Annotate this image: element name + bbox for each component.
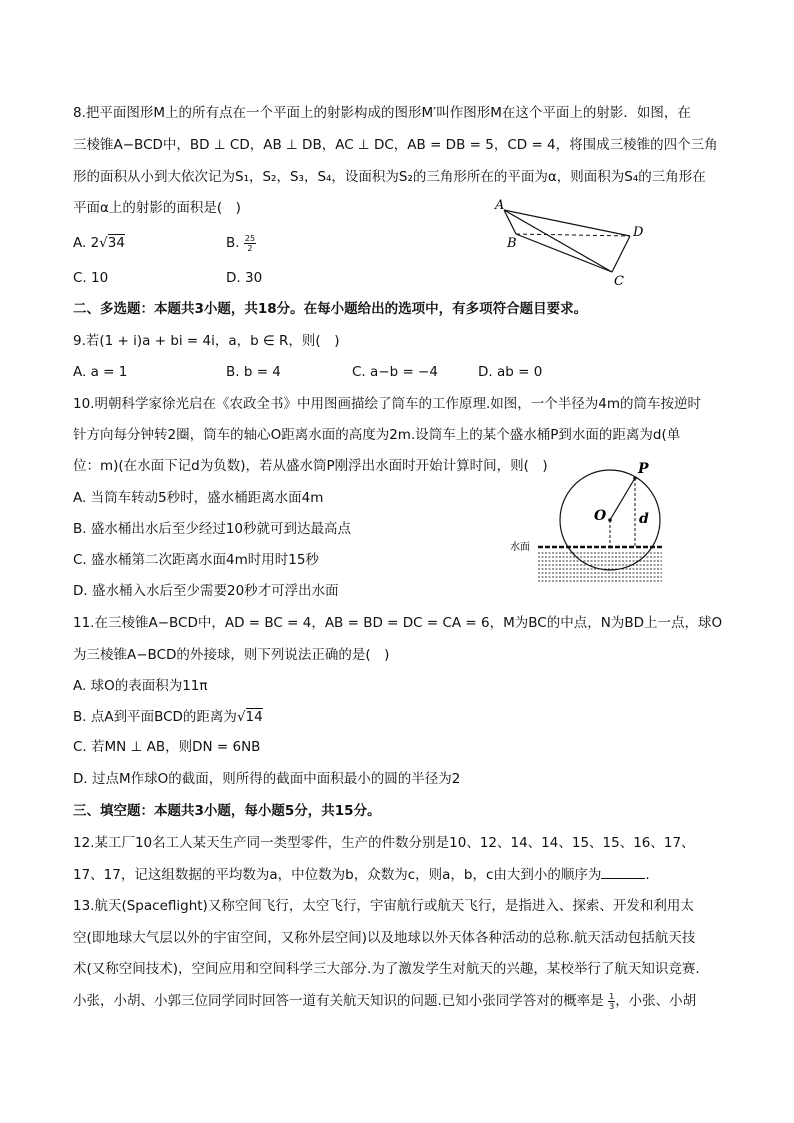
q13-line-4 (73, 991, 696, 1011)
radius-op (610, 478, 635, 520)
q8-option-a-label: A. 2 (73, 235, 100, 251)
water-wheel-figure (498, 458, 676, 586)
q8-option-b (226, 233, 256, 253)
center-point (608, 518, 612, 522)
q12-line-1: 12.某工厂10名工人某天生产同一类型零件，生产的件数分别是10、12、14、14、15、15、16、17、 (73, 835, 695, 851)
q9-option-a: A. a = 1 (73, 364, 128, 380)
q13-line-3: 术(又称空间技术)，空间应用和空间科学三大部分.为了激发学生对航天的兴趣，某校举行了航天知识竞赛. (73, 961, 700, 977)
q9-option-d: D. ab = 0 (478, 364, 543, 380)
sqrt-symbol: √ (236, 709, 246, 725)
q12-line-2-end: . (645, 867, 650, 883)
q11-option-d: D. 过点M作球O的截面，则所得的截面中面积最小的圆的半径为2 (73, 771, 461, 787)
label-p: P (638, 461, 649, 477)
q10-line-1: 10.明朝科学家徐光启在《农政全书》中用图画描绘了筒车的工作原理.如图，一个半径为4m的筒车按逆时 (73, 396, 701, 412)
q8-line-4: 平面α上的射影的面积是( ) (73, 200, 241, 216)
q13-line-4-end: ，小张、小胡 (615, 993, 697, 1009)
q11-option-b-radicand: 14 (245, 709, 263, 725)
point-p (633, 476, 637, 480)
q11-line-1: 11.在三棱锥A−BCD中，AD = BC = 4，AB = BD = DC = CA = 6，M为BC的中点，N为BD上一点，球O (73, 615, 723, 631)
q9-option-b: B. b = 4 (226, 364, 281, 380)
q10-option-c: C. 盛水桶第二次距离水面4m时用时15秒 (73, 552, 319, 568)
label-water-surface: 水面 (510, 542, 530, 553)
q12-line-2 (73, 864, 650, 885)
edge-bd-hidden (516, 234, 630, 236)
section-2-heading: 二、多选题：本题共3小题，共18分。在每小题给出的选项中，有多项符合题目要求。 (73, 301, 588, 317)
q9-option-c: C. a−b = −4 (352, 364, 438, 380)
q12-line-2-text: 17、17，记这组数据的平均数为a，中位数为b，众数为c，则a，b，c由大到小的顺序为 (73, 867, 602, 883)
edge-ad (504, 210, 630, 236)
answer-blank[interactable] (601, 864, 645, 879)
fraction-denominator: 3 (609, 1001, 615, 1011)
q11-line-2: 为三棱锥A−BCD的外接球，则下列说法正确的是( ) (73, 647, 390, 663)
edge-bc (516, 234, 612, 272)
sqrt-symbol: √ (99, 235, 108, 251)
q13-line-1: 13.航天(Spaceflight)又称空间飞行，太空飞行，宇宙航行或航天飞行，是指进入、探索、开发和利用太 (73, 898, 694, 914)
q8-option-a (73, 233, 125, 253)
edge-ac (504, 210, 612, 272)
q13-line-2: 空(即地球大气层以外的宇宙空间，又称外层空间)以及地球以外天体各种活动的总称.航天活动包括航天技 (73, 930, 696, 946)
tetrahedron-figure (490, 196, 660, 288)
q10-option-a: A. 当筒车转动5秒时，盛水桶距离水面4m (73, 490, 324, 506)
q11-option-a: A. 球O的表面积为11π (73, 678, 208, 694)
q8-option-b-label: B. (226, 235, 240, 251)
label-o: O (594, 508, 607, 524)
label-d: d (639, 511, 649, 527)
q8-option-b-fraction (244, 234, 256, 253)
fraction-numerator: 25 (244, 233, 256, 243)
q9-stem: 9.若(1 + i)a + bi = 4i，a，b ∈ R，则( ) (73, 333, 340, 349)
fraction-numerator: 1 (609, 991, 615, 1001)
q11-option-b (73, 707, 263, 727)
q8-line-3: 形的面积从小到大依次记为S₁，S₂，S₃，S₄，设面积为S₂的三角形所在的平面为α，则面积为S₄的三角形在 (73, 169, 706, 185)
label-d: D (633, 225, 644, 240)
q11-option-b-label: B. 点A到平面BCD的距离为 (73, 709, 237, 725)
q10-line-3: 位：m)(在水面下记d为负数)，若从盛水筒P刚浮出水面时开始计算时间，则( ) (73, 458, 548, 474)
q11-option-c: C. 若MN ⊥ AB，则DN = 6NB (73, 739, 261, 755)
label-b: B (507, 236, 517, 251)
q8-option-a-radicand: 34 (107, 235, 125, 251)
q13-line-4-text: 小张，小胡、小郭三位同学同时回答一道有关航天知识的问题.已知小张同学答对的概率是 (73, 993, 604, 1009)
q8-option-c: C. 10 (73, 270, 109, 286)
q8-line-1: 8.把平面图形M上的所有点在一个平面上的射影构成的图形M′叫作图形M在这个平面上的射影．如图，在 (73, 105, 691, 121)
label-c: C (614, 274, 624, 288)
q10-line-2: 针方向每分钟转2圈，筒车的轴心O距离水面的高度为2m.设筒车上的某个盛水桶P到水面的距离为d(单 (73, 427, 681, 443)
edge-dc (612, 236, 630, 272)
fraction-denominator: 2 (247, 243, 253, 253)
section-3-heading: 三、填空题：本题共3小题，每小题5分，共15分。 (73, 803, 381, 819)
label-a: A (495, 198, 505, 213)
q10-option-d: D. 盛水桶入水后至少需要20秒才可浮出水面 (73, 583, 339, 599)
q8-line-2: 三棱锥A−BCD中，BD ⊥ CD，AB ⊥ DB，AC ⊥ DC，AB = DB = 5，CD = 4，将围成三棱锥的四个三角 (73, 137, 718, 153)
water-area (538, 546, 662, 583)
q10-option-b: B. 盛水桶出水后至少经过10秒就可到达最高点 (73, 521, 352, 537)
q8-option-d: D. 30 (226, 270, 263, 286)
